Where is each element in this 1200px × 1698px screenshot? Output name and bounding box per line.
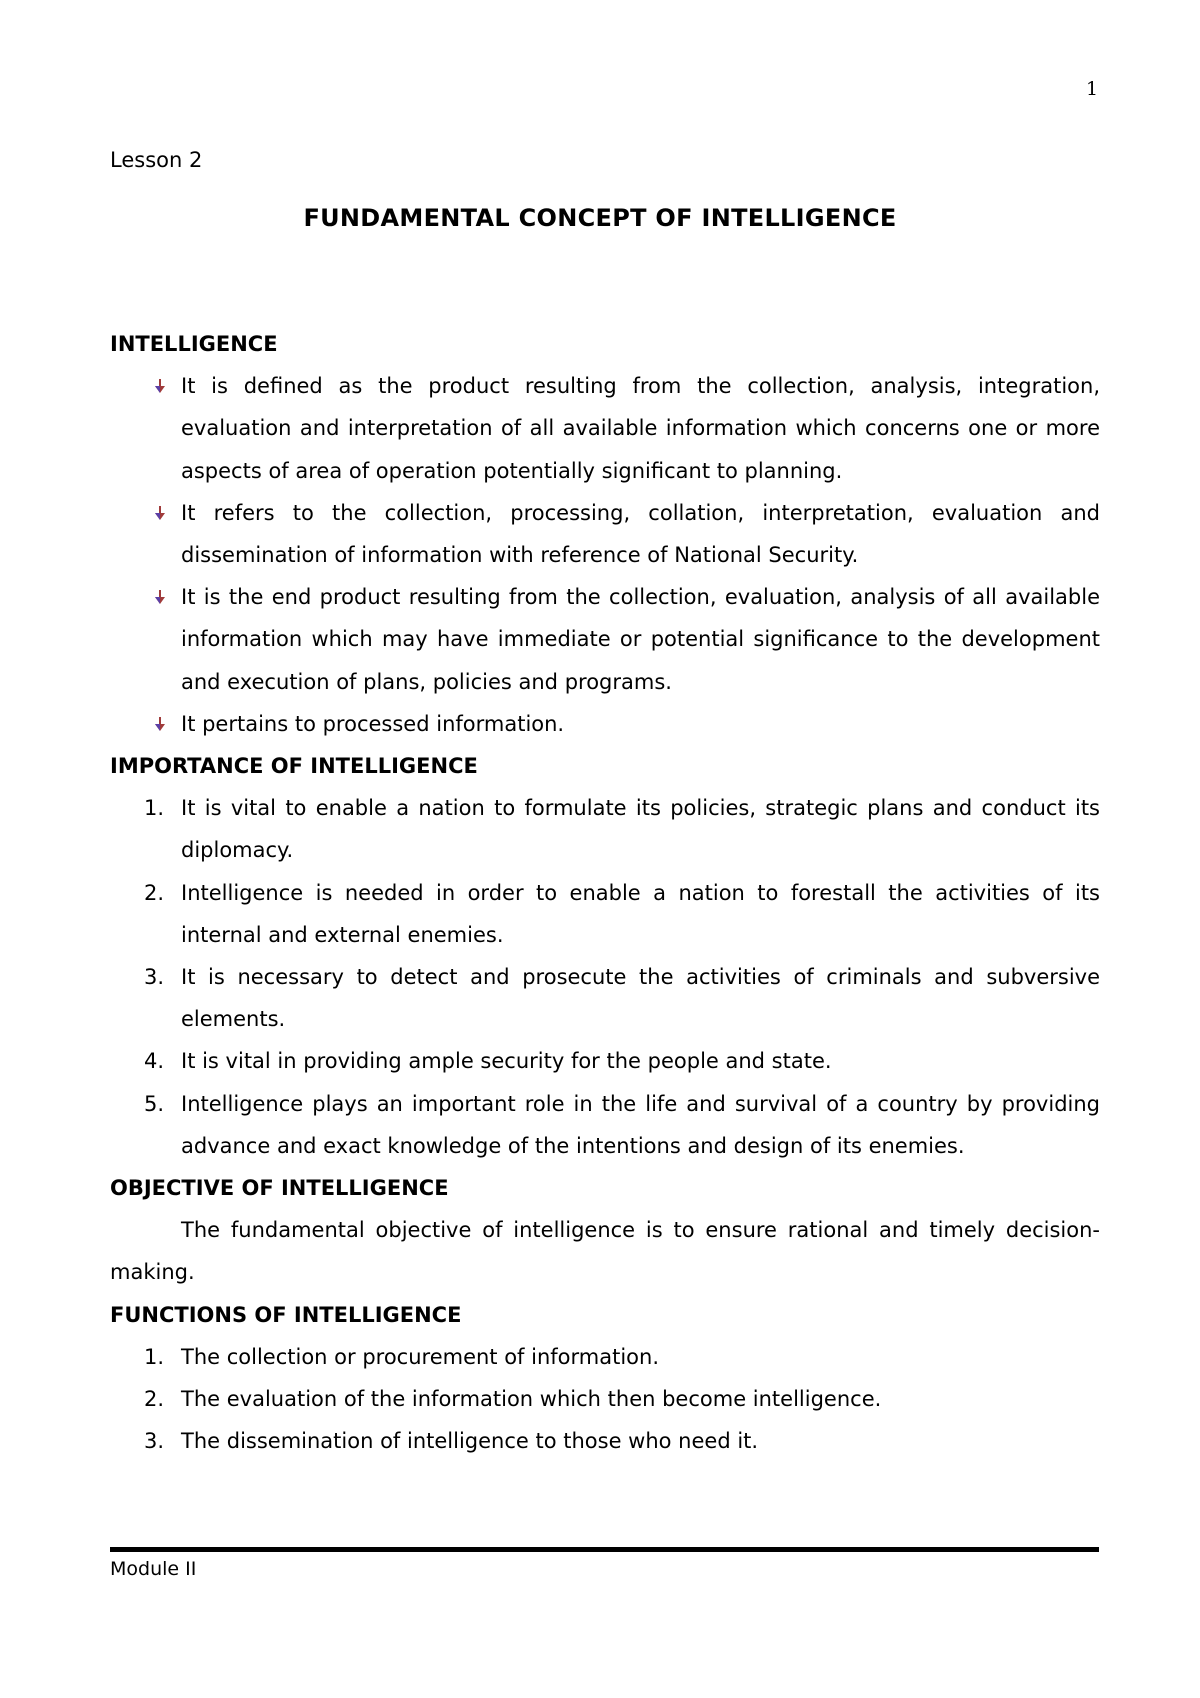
list-item: [110, 1336, 1100, 1378]
functions-numbered-list: [110, 1336, 1100, 1463]
list-item-text: Intelligence plays an important role in the life and survival of a country by providing advance and exact knowledge of the intentions and design of its enemies.: [181, 1091, 1100, 1158]
section-heading-intelligence: INTELLIGENCE: [110, 332, 278, 356]
lesson-label: Lesson 2: [110, 148, 203, 172]
list-item: [110, 872, 1100, 956]
list-item-text: The collection or procurement of information.: [181, 1344, 660, 1369]
list-item: [110, 956, 1100, 1040]
intelligence-bullet-list: [110, 365, 1100, 745]
bullet-text: It refers to the collection, processing, collation, interpretation, evaluation and dissemination of information with reference of National Security.: [181, 500, 1100, 568]
list-item-text: The evaluation of the information which then become intelligence.: [181, 1387, 882, 1412]
list-number: 3.: [144, 965, 165, 990]
list-item-text: It is necessary to detect and prosecute the activities of criminals and subversive elements.: [181, 965, 1100, 1032]
document-title: FUNDAMENTAL CONCEPT OF INTELLIGENCE: [303, 204, 897, 232]
list-item: [110, 1378, 1100, 1420]
list-number: 1.: [144, 796, 165, 821]
list-item-text: Intelligence is needed in order to enable a nation to forestall the activities of its internal and external enemies.: [181, 880, 1100, 947]
list-number: 3.: [144, 1429, 165, 1454]
arrow-down-bullet-icon: [152, 716, 168, 732]
arrow-down-bullet-icon: [152, 378, 168, 394]
list-item: [110, 703, 1100, 745]
list-item: [110, 1083, 1100, 1167]
bullet-text: It is defined as the product resulting from the collection, analysis, integration, evaluation and interpretation of all available information which concerns one or more aspects of area of operation potentially significant to planning.: [181, 374, 1100, 483]
list-number: 4.: [144, 1049, 165, 1074]
list-number: 2.: [144, 1387, 165, 1412]
importance-numbered-list: [110, 787, 1100, 1167]
list-item-text: It is vital in providing ample security for the people and state.: [181, 1049, 832, 1074]
list-item: [110, 1420, 1100, 1462]
list-number: 1.: [144, 1344, 165, 1369]
section-heading-functions: FUNCTIONS OF INTELLIGENCE: [110, 1302, 462, 1327]
document-body: [110, 323, 1100, 1462]
list-item-text: The dissemination of intelligence to those who need it.: [181, 1429, 759, 1454]
objective-paragraph: The fundamental objective of intelligence is to ensure rational and timely decision-making.: [110, 1218, 1100, 1285]
list-item: [110, 576, 1100, 703]
arrow-down-bullet-icon: [152, 589, 168, 605]
arrow-down-bullet-icon: [152, 505, 168, 521]
list-item: [110, 492, 1100, 576]
section-heading-importance: IMPORTANCE OF INTELLIGENCE: [110, 754, 478, 779]
footer-module-label: Module II: [110, 1558, 197, 1580]
list-item: [110, 787, 1100, 871]
page-number: 1: [1086, 78, 1099, 100]
bullet-text: It is the end product resulting from the collection, evaluation, analysis of all available information which may have immediate or potential significance to the development and execution of plans, policies and programs.: [181, 585, 1100, 694]
list-item: [110, 1040, 1100, 1082]
bullet-text: It pertains to processed information.: [181, 711, 565, 736]
list-item-text: It is vital to enable a nation to formulate its policies, strategic plans and conduct its diplomacy.: [181, 796, 1100, 863]
list-number: 5.: [144, 1091, 165, 1116]
list-number: 2.: [144, 880, 165, 905]
footer-divider: [110, 1547, 1099, 1552]
list-item: [110, 365, 1100, 492]
section-heading-objective: OBJECTIVE OF INTELLIGENCE: [110, 1176, 449, 1201]
